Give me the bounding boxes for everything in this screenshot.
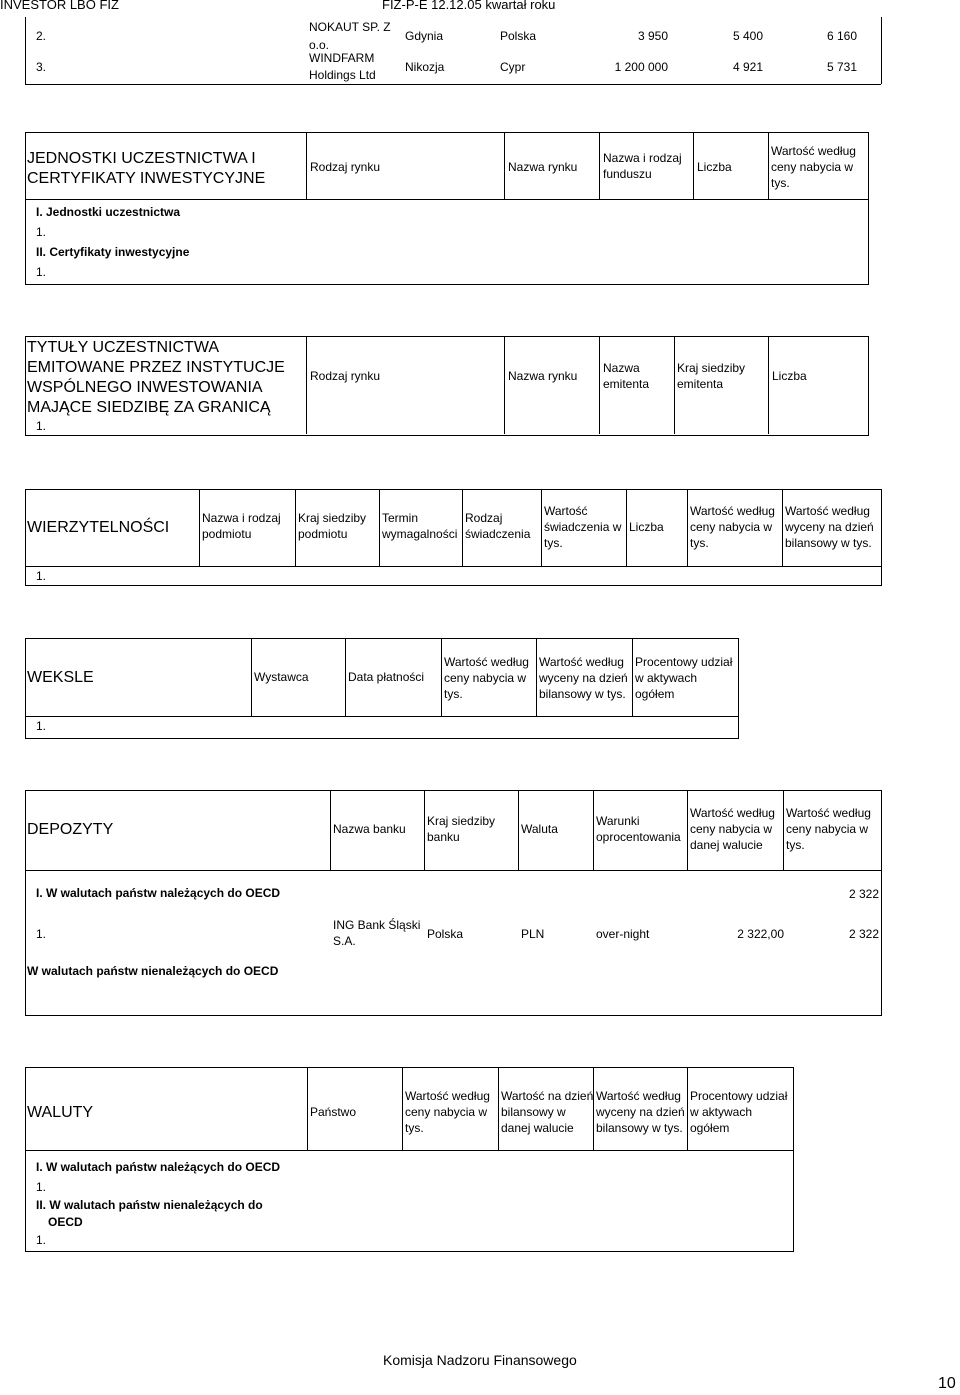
bills-col-divider [345,638,346,716]
deposits-title: DEPOZYTY [27,821,114,838]
currencies-col-divider [687,1067,688,1150]
bills-header-divider [25,716,738,717]
row-number: 2. [36,29,47,43]
row-number: 1. [36,1180,47,1194]
units-title-line2: CERTYFIKATY INWESTYCYJNE [27,170,266,187]
bank-name-line1: ING Bank Śląski [333,918,421,932]
footer-authority: Komisja Nadzoru Finansowego [383,1352,577,1368]
row-number: 1. [36,225,47,239]
col-market-type: Rodzaj rynku [310,160,381,174]
bills-col-divider [441,638,442,716]
row-number: 1. [36,419,47,433]
col-payment-date: Data płatności [348,670,425,684]
col-issuer-country-2: emitenta [677,377,724,391]
titles-col-divider [504,336,505,434]
value-1: 3 950 [637,29,668,43]
col-value-currency-2: ceny nabycia w [690,822,773,836]
receivables-col-divider [782,489,783,566]
value-1: 1 200 000 [614,60,668,74]
company-name-line2: o.o. [309,38,330,52]
company-country: Cypr [500,60,526,74]
col-purchase-value-2: ceny nabycia w [444,671,527,685]
company-city: Gdynia [405,29,444,43]
col-balance-value-2: bilansowy w [501,1105,566,1119]
units-col-divider [599,132,600,199]
col-entity-country-1: Kraj siedziby [298,511,367,525]
units-col-divider [306,132,307,199]
currencies-section-1: I. W walutach państw należących do OECD [36,1160,281,1174]
deposits-section-2: W walutach państw nienależących do OECD [27,964,279,978]
col-share-2: w aktywach [635,671,698,685]
col-valuation-2: wyceny na dzień [785,520,874,534]
top-table-left-border [25,17,26,84]
bills-title: WEKSLE [27,669,94,686]
deposits-section-1: I. W walutach państw należących do OECD [36,886,281,900]
company-name-line2: Holdings Ltd [309,68,376,82]
titles-title-line3: WSPÓLNEGO INWESTOWANIA [27,379,263,396]
titles-title-line4: MAJĄCE SIEDZIBĘ ZA GRANICĄ [27,399,271,416]
titles-title-line1: TYTUŁY UCZESTNICTWA [27,339,220,356]
value-3: 5 731 [826,60,857,74]
col-benefit-type-1: Rodzaj [465,511,503,525]
col-valuation-2: wyceny na dzień [596,1105,685,1119]
titles-title-line2: EMITOWANE PRZEZ INSTYTUCJE [27,359,285,376]
header-report-title: FIZ-P-E 12.12.05 kwartał roku [382,0,556,12]
col-benefit-type-2: świadczenia [465,527,531,541]
currencies-col-divider [593,1067,594,1150]
units-section-1: I. Jednostki uczestnictwa [36,205,181,219]
deposits-col-divider [687,790,688,870]
col-issuer-2: emitenta [603,377,650,391]
deposit-currency: PLN [521,927,545,941]
col-purchase-value-3: tys. [690,536,709,550]
col-benefit-value-1: Wartość [544,504,588,518]
col-issuer-country-1: Kraj siedziby [677,361,746,375]
row-number: 1. [36,1233,47,1247]
receivables-col-divider [687,489,688,566]
col-count: Liczba [772,369,807,383]
bank-country: Polska [427,927,464,941]
top-table-right-border [881,17,882,84]
deposits-col-divider [518,790,519,870]
value-2: 4 921 [732,60,763,74]
currencies-section-2-line2: OECD [48,1215,83,1229]
col-purchase-value-3: tys. [444,687,463,701]
bills-col-divider [632,638,633,716]
row-number: 1. [36,719,47,733]
col-due-date-1: Termin [382,511,419,525]
deposits-col-divider [424,790,425,870]
col-benefit-value-2: świadczenia w [544,520,622,534]
titles-col-divider [306,336,307,434]
bank-name-line2: S.A. [333,934,356,948]
col-valuation-3: bilansowy w tys. [785,536,872,550]
col-purchase-value-3: tys. [405,1121,424,1135]
company-name-line1: WINDFARM [309,51,375,65]
col-balance-value-1: Wartość na dzień [501,1089,594,1103]
col-share-1: Procentowy udział [690,1089,788,1103]
row-number: 1. [36,569,47,583]
page-number: 10 [938,1375,956,1392]
col-issuer-1: Nazwa [603,361,640,375]
col-purchase-value-1: Wartość według [405,1089,490,1103]
col-currency: Waluta [521,822,558,836]
row-number: 1. [36,927,47,941]
currencies-header-divider [25,1150,793,1151]
titles-col-divider [768,336,769,434]
col-purchase-value-1: Wartość według [690,504,775,518]
titles-col-divider [674,336,675,434]
units-header-divider [25,199,868,200]
col-bank-country-1: Kraj siedziby [427,814,496,828]
col-value-2: ceny nabycia w [771,160,854,174]
deposit-interest: over-night [596,927,650,941]
col-entity-2: podmiotu [202,527,252,541]
col-valuation-1: Wartość według [596,1089,681,1103]
deposits-col-divider [593,790,594,870]
col-due-date-2: wymagalności [382,527,458,541]
col-count: Liczba [697,160,732,174]
receivables-title: WIERZYTELNOŚCI [27,519,170,536]
col-valuation-2: wyceny na dzień [539,671,628,685]
header-fund-name: INVESTOR LBO FIZ [0,0,119,12]
col-bank-name: Nazwa banku [333,822,406,836]
col-value-tys-2: ceny nabycia w [786,822,869,836]
receivables-col-divider [462,489,463,566]
receivables-col-divider [199,489,200,566]
receivables-col-divider [295,489,296,566]
bills-col-divider [251,638,252,716]
currencies-col-divider [307,1067,308,1150]
deposit-value-currency: 2 322,00 [737,927,784,941]
col-interest-2: oprocentowania [596,830,681,844]
col-valuation-3: bilansowy w tys. [539,687,626,701]
deposits-col-divider [783,790,784,870]
col-market-name: Nazwa rynku [508,160,578,174]
units-section-2: II. Certyfikaty inwestycyjne [36,245,190,259]
currencies-section-2-line1: II. W walutach państw nienależących do [36,1198,263,1212]
row-number: 3. [36,60,47,74]
col-fund-name-2: funduszu [603,167,652,181]
col-country: Państwo [310,1105,357,1119]
deposits-col-divider [330,790,331,870]
col-value-currency-3: danej walucie [690,838,763,852]
company-name-line1: NOKAUT SP. Z [309,20,391,34]
col-valuation-1: Wartość według [785,504,870,518]
value-2: 5 400 [732,29,763,43]
col-valuation-1: Wartość według [539,655,624,669]
col-entity-1: Nazwa i rodzaj [202,511,281,525]
deposits-header-divider [25,870,881,871]
col-market-type: Rodzaj rynku [310,369,381,383]
currencies-col-divider [402,1067,403,1150]
company-country: Polska [500,29,537,43]
bills-col-divider [536,638,537,716]
col-count: Liczba [629,520,664,534]
col-valuation-3: bilansowy w tys. [596,1121,683,1135]
col-balance-value-3: danej walucie [501,1121,574,1135]
row-number: 1. [36,265,47,279]
receivables-col-divider [541,489,542,566]
col-value-3: tys. [771,176,790,190]
col-bank-country-2: banku [427,830,460,844]
units-col-divider [504,132,505,199]
col-share-3: ogółem [635,687,675,701]
col-share-2: w aktywach [690,1105,753,1119]
company-city: Nikozja [405,60,445,74]
col-entity-country-2: podmiotu [298,527,348,541]
col-value-tys-1: Wartość według [786,806,871,820]
receivables-col-divider [379,489,380,566]
col-issuer: Wystawca [254,670,309,684]
col-purchase-value-2: ceny nabycia w [405,1105,488,1119]
col-purchase-value-2: ceny nabycia w [690,520,773,534]
col-value-currency-1: Wartość według [690,806,775,820]
col-purchase-value-1: Wartość według [444,655,529,669]
col-benefit-value-3: tys. [544,536,563,550]
col-value-tys-3: tys. [786,838,805,852]
col-fund-name-1: Nazwa i rodzaj [603,151,682,165]
currencies-col-divider [498,1067,499,1150]
units-title-line1: JEDNOSTKI UCZESTNICTWA I [27,150,256,167]
titles-col-divider [599,336,600,434]
receivables-col-divider [626,489,627,566]
units-col-divider [693,132,694,199]
receivables-header-divider [25,566,881,567]
col-share-3: ogółem [690,1121,730,1135]
currencies-title: WALUTY [27,1104,94,1121]
units-col-divider [768,132,769,199]
col-value-1: Wartość według [771,144,856,158]
deposit-value-tys: 2 322 [848,927,879,941]
col-market-name: Nazwa rynku [508,369,578,383]
deposits-section-1-total: 2 322 [848,887,879,901]
value-3: 6 160 [826,29,857,43]
top-table-bottom-border [25,84,881,85]
col-interest-1: Warunki [596,814,640,828]
col-share-1: Procentowy udział [635,655,733,669]
